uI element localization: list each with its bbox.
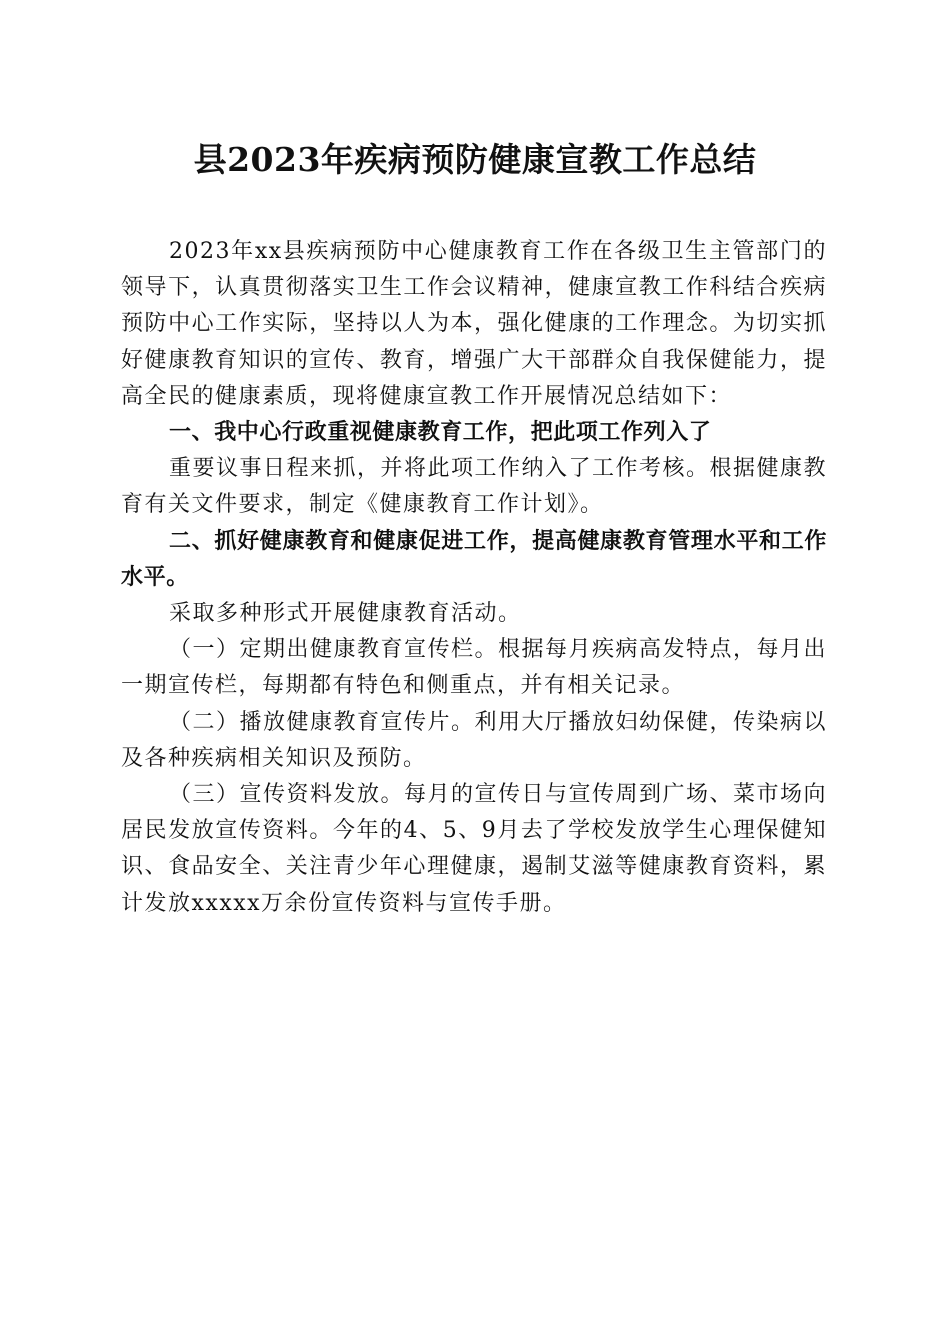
subsection-1-paragraph: （一）定期出健康教育宣传栏。根据每月疾病高发特点，每月出一期宣传栏，每期都有特色和侧重点，并有相关记录。: [121, 637, 828, 699]
subsection-2-paragraph: （二）播放健康教育宣传片。利用大厅播放妇幼保健，传染病以及各种疾病相关知识及预防。: [121, 709, 828, 771]
section-2-intro-paragraph: 采取多种形式开展健康教育活动。: [169, 601, 522, 627]
section-heading-1: 一、我中心行政重视健康教育工作，把此项工作列入了: [169, 420, 712, 446]
section-1-paragraph: 重要议事日程来抓，并将此项工作纳入了工作考核。根据健康教育有关文件要求，制定《健康教育工作计划》。: [121, 456, 828, 518]
section-heading-2: 二、抓好健康教育和健康促进工作，提高健康教育管理水平和工作水平。: [121, 528, 827, 590]
subsection-3-paragraph: （三）宣传资料发放。每月的宣传日与宣传周到广场、菜市场向居民发放宣传资料。今年的4、5、9月去了学校发放学生心理保健知识、食品安全、关注青少年心理健康，遏制艾滋等健康教育资料，累计发放xxxxx万余份宣传资料与宣传手册。: [121, 782, 828, 916]
document-body: [121, 234, 827, 922]
intro-paragraph: 2023年xx县疾病预防中心健康教育工作在各级卫生主管部门的领导下，认真贯彻落实卫生工作会议精神，健康宣教工作科结合疾病预防中心工作实际，坚持以人为本，强化健康的工作理念。为切实抓好健康教育知识的宣传、教育，增强广大干部群众自我保健能力，提高全民的健康素质，现将健康宣教工作开展情况总结如下：: [121, 239, 827, 409]
document-title: 县2023年疾病预防健康宣教工作总结: [193, 140, 757, 179]
